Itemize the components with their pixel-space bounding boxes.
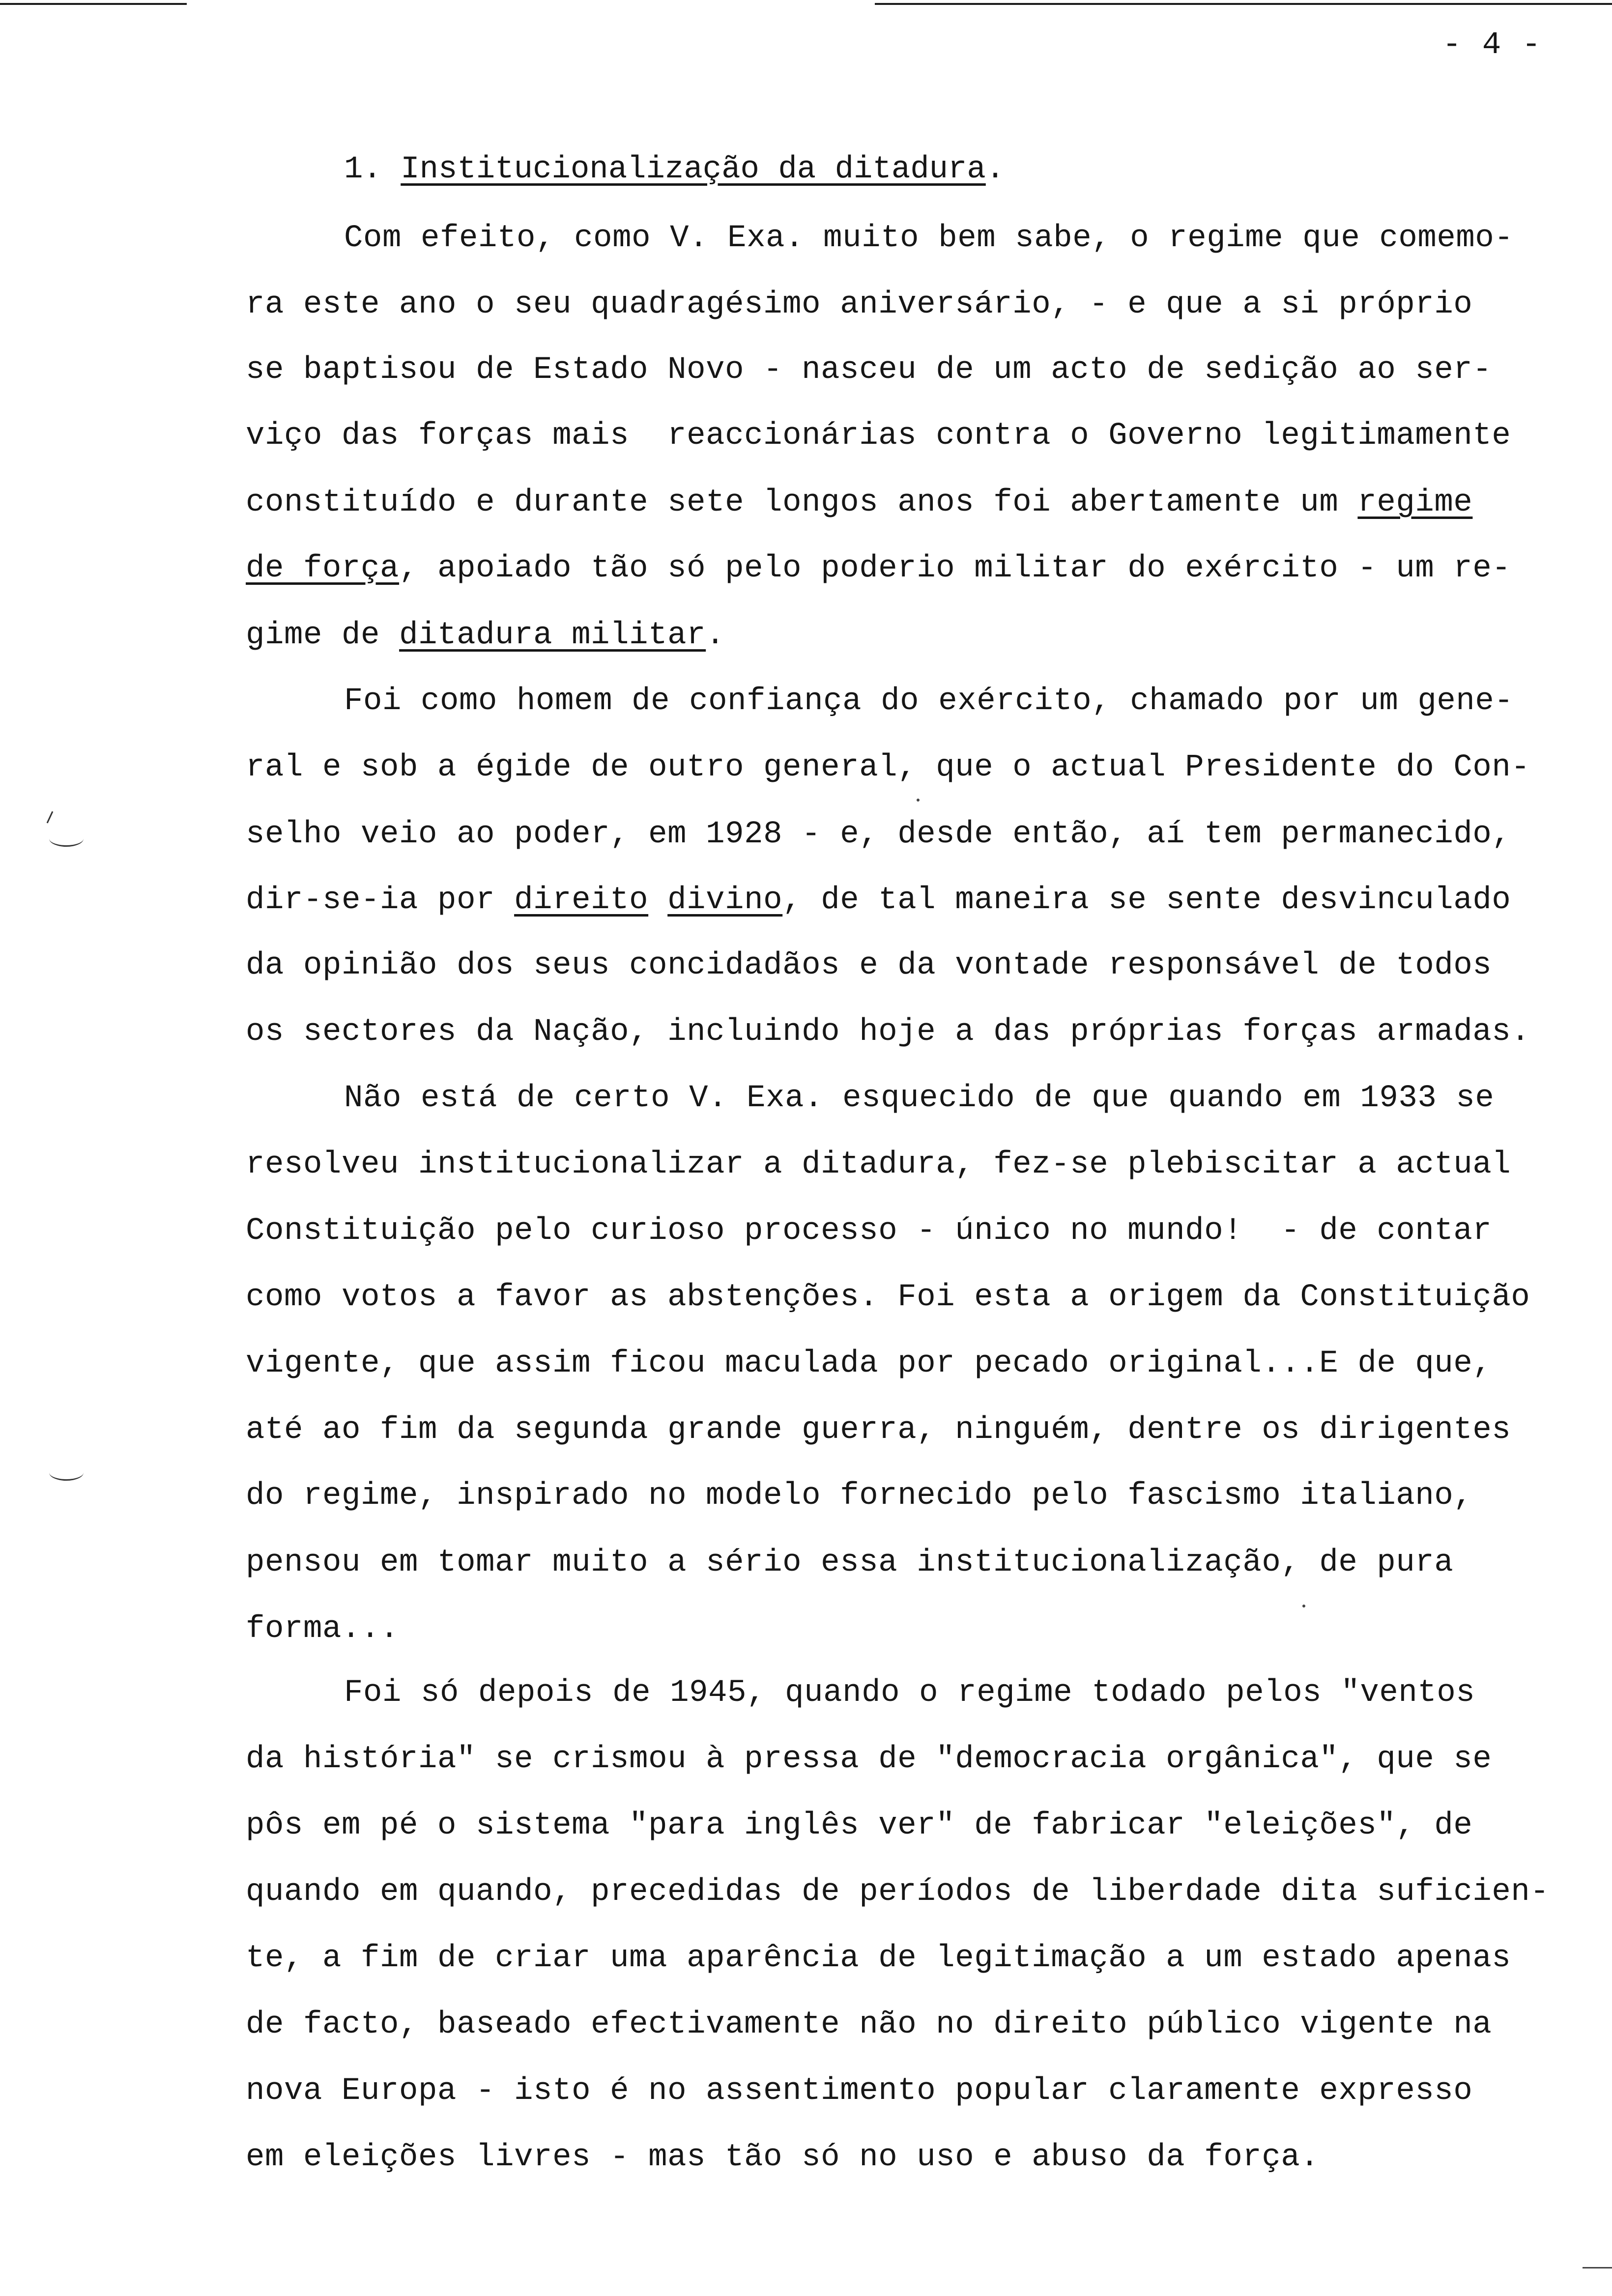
- scan-dot: [1302, 1605, 1305, 1607]
- paragraph-2-line-3: selho veio ao poder, em 1928 - e, desde então, aí tem permanecido,: [246, 817, 1511, 852]
- top-scan-rule-right: [875, 3, 1612, 5]
- scan-dot: [917, 799, 920, 802]
- paragraph-4-line-4: quando em quando, precedidas de períodos de liberdade dita suficien-: [246, 1874, 1550, 1910]
- section-heading: [344, 150, 1005, 189]
- underlined-divino: divino: [667, 883, 783, 918]
- paragraph-3-line-3: Constituição pelo curioso processo - único no mundo! - de contar: [246, 1213, 1492, 1249]
- paragraph-1-line-4: viço das forças mais reaccionárias contra o Governo legitimamente: [246, 418, 1511, 454]
- paragraph-1-line-3: se baptisou de Estado Novo - nasceu de um acto de sedição ao ser-: [246, 352, 1492, 388]
- paragraph-1-line-7-text: gime de: [246, 618, 400, 653]
- paragraph-2-line-4: [246, 881, 1511, 920]
- margin-pencil-tick: [47, 811, 54, 824]
- bottom-scan-mark: [1583, 2267, 1612, 2268]
- paragraph-4-line-8: em eleições livres - mas tão só no uso e abuso da força.: [246, 2140, 1320, 2175]
- paragraph-3-line-9: forma...: [246, 1611, 400, 1647]
- paragraph-4-line-7: nova Europa - isto é no assentimento popular claramente expresso: [246, 2073, 1473, 2109]
- paragraph-3-line-4: como votos a favor as abstenções. Foi esta a origem da Constituição: [246, 1280, 1530, 1315]
- underlined-direito: direito: [514, 883, 649, 918]
- paragraph-1-line-7: [246, 616, 725, 655]
- paragraph-3-line-7: do regime, inspirado no modelo fornecido pelo fascismo italiano,: [246, 1478, 1473, 1514]
- paragraph-4-line-3: pôs em pé o sistema "para inglês ver" de fabricar "eleições", de: [246, 1808, 1473, 1843]
- paragraph-1-line-7-period: .: [706, 618, 725, 653]
- paragraph-1-line-1: Com efeito, como V. Exa. muito bem sabe, o regime que comemo-: [344, 221, 1514, 256]
- underlined-de-forca: de força: [246, 551, 400, 586]
- paragraph-2-line-6: os sectores da Nação, incluindo hoje a das próprias forças armadas.: [246, 1014, 1530, 1050]
- margin-pencil-mark-upper: [49, 831, 84, 847]
- paragraph-4-line-5: te, a fim de criar uma aparência de legitimação a um estado apenas: [246, 1941, 1511, 1976]
- paragraph-3-line-1: Não está de certo V. Exa. esquecido de que quando em 1933 se: [344, 1081, 1495, 1116]
- underlined-ditadura-militar: ditadura militar: [399, 618, 706, 653]
- paragraph-2-line-4-text: dir-se-ia por: [246, 883, 515, 918]
- paragraph-4-line-1: Foi só depois de 1945, quando o regime todado pelos "ventos: [344, 1675, 1475, 1711]
- paragraph-1-line-6-text: , apoiado tão só pelo poderio militar do exército - um re-: [399, 551, 1511, 586]
- underlined-regime: regime: [1357, 485, 1473, 520]
- paragraph-3-line-8: pensou em tomar muito a sério essa institucionalização, de pura: [246, 1545, 1454, 1580]
- section-title-period: .: [985, 152, 1005, 187]
- paragraph-1-line-6: [246, 549, 1511, 588]
- paragraph-1-line-5: [246, 483, 1472, 522]
- paragraph-2-line-4-rest: , de tal maneira se sente desvinculado: [782, 883, 1511, 918]
- paragraph-3-line-2: resolveu institucionalizar a ditadura, fez-se plebiscitar a actual: [246, 1147, 1511, 1182]
- paragraph-4-line-6: de facto, baseado efectivamente não no direito público vigente na: [246, 2007, 1492, 2042]
- paragraph-2-line-5: da opinião dos seus concidadãos e da vontade responsável de todos: [246, 948, 1492, 983]
- paragraph-2-line-2: ral e sob a égide de outro general, que o actual Presidente do Con-: [246, 750, 1530, 785]
- paragraph-1-line-2: ra este ano o seu quadragésimo aniversário, - e que a si próprio: [246, 287, 1473, 322]
- margin-pencil-mark-lower: [49, 1464, 84, 1481]
- paragraph-4-line-2: da história" se crismou à pressa de "democracia orgânica", que se: [246, 1742, 1492, 1777]
- paragraph-1-line-5-text: constituído e durante sete longos anos foi abertamente um: [246, 485, 1358, 520]
- top-scan-rule-left: [0, 3, 187, 5]
- section-number: 1.: [344, 152, 401, 187]
- paragraph-2-line-1: Foi como homem de confiança do exército, chamado por um gene-: [344, 684, 1514, 719]
- paragraph-3-line-5: vigente, que assim ficou maculada por pecado original...E de que,: [246, 1346, 1492, 1381]
- page-number: - 4 -: [1442, 28, 1542, 63]
- section-title: Institucionalização da ditadura: [401, 152, 986, 187]
- paragraph-3-line-6: até ao fim da segunda grande guerra, ninguém, dentre os dirigentes: [246, 1412, 1511, 1448]
- paragraph-2-line-4-space: [648, 883, 667, 918]
